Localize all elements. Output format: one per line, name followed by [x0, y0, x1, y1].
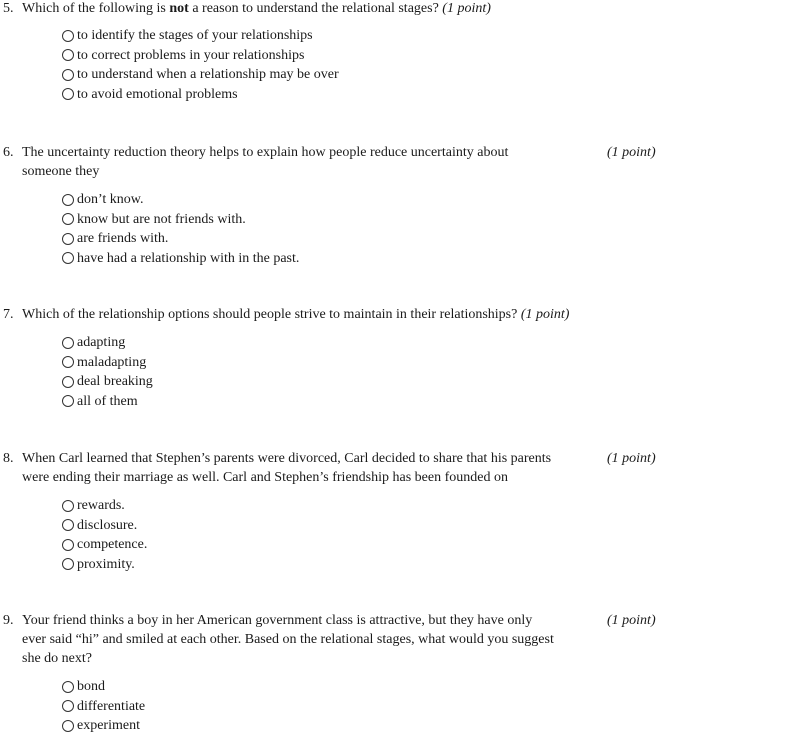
answer-option[interactable]	[62, 535, 147, 555]
radio-button[interactable]	[62, 720, 74, 732]
answer-option-label: differentiate	[77, 698, 146, 714]
answer-option[interactable]	[62, 697, 145, 717]
answer-option[interactable]	[62, 249, 299, 269]
answer-option-label: know but are not friends with.	[77, 211, 246, 227]
answer-option-label: rewards.	[77, 498, 125, 513]
answer-option-label: deal breaking	[77, 374, 153, 389]
answer-option-label: don’t know.	[77, 192, 144, 207]
question-text-line: When Carl learned that Stephen’s parents were divorced, Carl decided to share that his parents	[22, 451, 552, 466]
radio-button[interactable]	[62, 539, 74, 551]
radio-button[interactable]	[62, 558, 74, 570]
answer-option-label: competence.	[77, 537, 148, 552]
answer-option-label: to avoid emotional problems	[77, 86, 238, 102]
answer-option[interactable]	[62, 46, 339, 66]
answer-option[interactable]	[62, 516, 147, 536]
answer-options	[62, 677, 145, 736]
answer-option[interactable]	[62, 353, 153, 373]
answer-option-label: proximity.	[77, 556, 135, 572]
question-text-part: a reason to understand the relational stages?	[188, 1, 439, 16]
answer-option-label: bond	[77, 679, 105, 694]
radio-button[interactable]	[62, 88, 74, 100]
answer-option[interactable]	[62, 716, 145, 736]
answer-option[interactable]	[62, 190, 299, 210]
question-text	[22, 0, 491, 18]
answer-options	[62, 333, 153, 411]
radio-button[interactable]	[62, 30, 74, 42]
answer-option[interactable]	[62, 372, 153, 392]
question-text-part: Which of the following is	[22, 1, 170, 16]
question-text	[22, 305, 569, 324]
answer-options	[62, 496, 147, 574]
question-number: 9.	[3, 613, 14, 628]
answer-option-label: to identify the stages of your relationships	[77, 28, 313, 43]
answer-option[interactable]	[62, 555, 147, 575]
radio-button[interactable]	[62, 213, 74, 225]
radio-button[interactable]	[62, 500, 74, 512]
answer-option-label: maladapting	[77, 354, 147, 370]
question-text	[22, 449, 551, 487]
question-points: (1 point)	[520, 307, 570, 322]
question-text-line: someone they	[22, 164, 100, 179]
radio-button[interactable]	[62, 681, 74, 693]
answer-option[interactable]	[62, 392, 153, 412]
question-text-line: The uncertainty reduction theory helps to explain how people reduce uncertainty about	[22, 145, 509, 160]
answer-option[interactable]	[62, 677, 145, 697]
answer-option[interactable]	[62, 210, 299, 230]
answer-options	[62, 26, 339, 104]
question-number: 7.	[3, 307, 14, 322]
radio-button[interactable]	[62, 252, 74, 264]
question-text-line: she do next?	[22, 651, 92, 666]
answer-option-label: all of them	[77, 393, 138, 409]
answer-option[interactable]	[62, 333, 153, 353]
answer-option-label: to understand when a relationship may be over	[77, 67, 339, 82]
question-text-line: Which of the relationship options should people strive to maintain in their relationships?	[22, 307, 518, 322]
answer-option[interactable]	[62, 229, 299, 249]
radio-button[interactable]	[62, 337, 74, 349]
radio-button[interactable]	[62, 519, 74, 531]
radio-button[interactable]	[62, 194, 74, 206]
answer-option-label: are friends with.	[77, 231, 169, 246]
answer-option[interactable]	[62, 496, 147, 516]
question-number: 8.	[3, 451, 14, 466]
radio-button[interactable]	[62, 356, 74, 368]
question-text	[22, 611, 554, 668]
answer-option[interactable]	[62, 65, 339, 85]
question-text-line: were ending their marriage as well. Carl and Stephen’s friendship has been founded on	[22, 470, 508, 485]
question-points: (1 point)	[607, 145, 656, 160]
radio-button[interactable]	[62, 233, 74, 245]
radio-button[interactable]	[62, 69, 74, 81]
question-text-line: ever said “hi” and smiled at each other. Based on the relational stages, what would you suggest	[22, 632, 554, 647]
question-text-line: Your friend thinks a boy in her American government class is attractive, but they have only	[22, 613, 533, 628]
answer-option-label: experiment	[77, 718, 140, 733]
question-points: (1 point)	[442, 1, 491, 16]
radio-button[interactable]	[62, 376, 74, 388]
question-text	[22, 143, 508, 181]
question-points: (1 point)	[607, 613, 656, 628]
question-text-emphasis: not	[169, 1, 189, 16]
answer-options	[62, 190, 299, 268]
answer-option[interactable]	[62, 85, 339, 105]
answer-option[interactable]	[62, 26, 339, 46]
radio-button[interactable]	[62, 395, 74, 407]
answer-option-label: have had a relationship with in the past.	[77, 250, 300, 266]
question-number: 5.	[3, 1, 14, 16]
radio-button[interactable]	[62, 49, 74, 61]
question-points: (1 point)	[607, 451, 656, 466]
answer-option-label: disclosure.	[77, 517, 138, 533]
answer-option-label: adapting	[77, 335, 126, 350]
answer-option-label: to correct problems in your relationships	[77, 47, 305, 63]
radio-button[interactable]	[62, 700, 74, 712]
question-number: 6.	[3, 145, 14, 160]
